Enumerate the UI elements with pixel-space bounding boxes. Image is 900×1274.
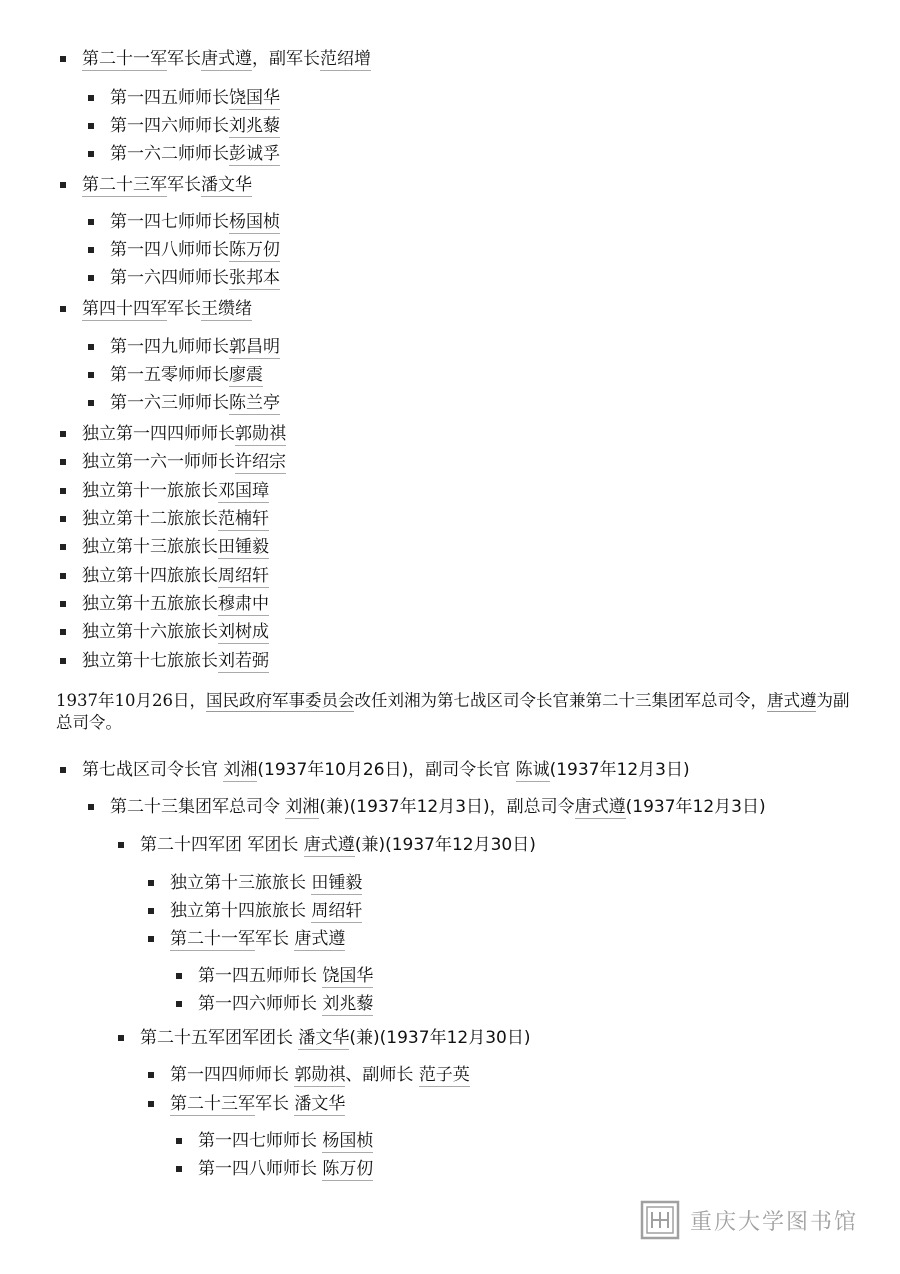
list-item <box>198 965 373 987</box>
library-watermark <box>640 1196 880 1244</box>
list-item <box>110 115 280 137</box>
list-item <box>110 239 280 261</box>
list-item <box>110 211 280 233</box>
wiki-link[interactable]: 陈万仞 <box>322 1159 374 1179</box>
list-item <box>82 650 269 672</box>
wiki-link[interactable]: 陈兰亭 <box>229 393 280 413</box>
item-text: 独立第一六一师师长 <box>82 452 235 472</box>
list-item <box>170 1064 470 1086</box>
item-text: 第一四七师师长 <box>198 1131 323 1151</box>
list-item <box>170 872 362 894</box>
item-text: 第一四九师师长 <box>110 337 229 357</box>
wiki-link[interactable]: 唐式遵 <box>766 691 817 710</box>
item-text: 军长 <box>255 1094 295 1114</box>
wiki-link[interactable]: 郭勋祺 <box>235 424 286 444</box>
item-text: (兼)(1937年12月30日) <box>349 1028 531 1048</box>
wiki-link[interactable]: 潘文华 <box>294 1094 346 1114</box>
item-text: 独立第一四四师师长 <box>82 424 235 444</box>
item-text: 独立第十一旅旅长 <box>82 481 218 501</box>
wiki-link[interactable]: 田锺毅 <box>311 873 363 893</box>
list-item <box>110 392 280 414</box>
item-text: 第一四五师师长 <box>110 88 229 108</box>
list-item <box>140 1027 530 1049</box>
wiki-link[interactable]: 田锺毅 <box>218 537 269 557</box>
list-item <box>198 1130 373 1152</box>
item-text: 第一四六师师长 <box>110 116 229 136</box>
item-text: (兼)(1937年12月3日)，副总司令 <box>319 797 575 817</box>
paragraph-text: 改任刘湘为第七战区司令长官兼第二十三集团军总司令， <box>354 691 767 710</box>
wiki-link[interactable]: 周绍轩 <box>311 901 363 921</box>
wiki-link[interactable]: 刘湘 <box>285 797 320 817</box>
wiki-link[interactable]: 廖震 <box>229 365 263 385</box>
item-text: 、副师长 <box>345 1065 419 1085</box>
list-item <box>170 928 345 950</box>
wiki-link[interactable]: 穆肃中 <box>218 594 269 614</box>
item-text: 独立第十六旅旅长 <box>82 622 218 642</box>
library-name: 重庆大学图书馆 <box>690 1209 859 1235</box>
list-item <box>82 759 690 781</box>
list-item <box>110 364 263 386</box>
wiki-link[interactable]: 潘文华 <box>201 175 252 195</box>
paragraph-text: 为副总司令。 <box>56 691 850 732</box>
item-text: (1937年12月3日) <box>549 760 690 780</box>
item-text: 第一四八师师长 <box>110 240 229 260</box>
item-text: 第二十三集团军总司令 <box>110 797 286 817</box>
list-item <box>198 993 373 1015</box>
item-text: 第二十四军团 军团长 <box>140 835 304 855</box>
item-text: 第一四四师师长 <box>170 1065 295 1085</box>
wiki-link[interactable]: 许绍宗 <box>235 452 286 472</box>
wiki-link[interactable]: 唐式遵 <box>574 797 626 817</box>
list-item <box>82 621 269 643</box>
item-text: 第二十五军团军团长 <box>140 1028 299 1048</box>
list-item <box>110 336 280 358</box>
list-item <box>82 536 269 558</box>
wiki-link[interactable]: 刘若弼 <box>218 651 269 671</box>
wiki-link[interactable]: 陈诚 <box>515 760 550 780</box>
wiki-link[interactable]: 饶国华 <box>322 966 374 986</box>
list-item <box>170 900 362 922</box>
wiki-link[interactable]: 张邦本 <box>229 268 280 288</box>
list-item <box>110 87 280 109</box>
list-item <box>110 143 280 165</box>
wiki-link[interactable]: 周绍轩 <box>218 566 269 586</box>
item-text: 独立第十五旅旅长 <box>82 594 218 614</box>
item-text: 独立第十三旅旅长 <box>170 873 312 893</box>
list-item <box>110 267 280 289</box>
item-text: 独立第十二旅旅长 <box>82 509 218 529</box>
list-item <box>170 1093 345 1115</box>
item-text: 第一六三师师长 <box>110 393 229 413</box>
item-text: 第七战区司令长官 <box>82 760 224 780</box>
reassignment-paragraph <box>56 690 856 734</box>
item-text: 军长 <box>167 49 201 69</box>
item-text: 军长 <box>255 929 295 949</box>
wiki-link[interactable]: 杨国桢 <box>322 1131 374 1151</box>
item-text: 军长 <box>167 175 201 195</box>
item-text: (1937年12月3日) <box>625 797 766 817</box>
item-text: 独立第十四旅旅长 <box>170 901 312 921</box>
wiki-link[interactable]: 饶国华 <box>229 88 280 108</box>
item-text: ，副军长 <box>252 49 320 69</box>
item-text: 第一五零师师长 <box>110 365 229 385</box>
wiki-link[interactable]: 彭诚孚 <box>229 144 280 164</box>
wiki-link[interactable]: 邓国璋 <box>218 481 269 501</box>
wiki-link[interactable]: 王缵绪 <box>201 299 252 319</box>
wiki-link[interactable]: 刘树成 <box>218 622 269 642</box>
wiki-link[interactable]: 第二十一军 <box>170 929 255 949</box>
library-seal-icon <box>640 1200 680 1240</box>
wiki-link[interactable]: 刘兆藜 <box>322 994 374 1014</box>
list-item <box>198 1158 373 1180</box>
wiki-link[interactable]: 唐式遵 <box>201 49 252 69</box>
item-text: 第一四五师师长 <box>198 966 323 986</box>
list-item <box>82 451 286 473</box>
wiki-link[interactable]: 郭勋祺 <box>294 1065 346 1085</box>
list-item <box>140 834 536 856</box>
item-text: 军长 <box>167 299 201 319</box>
wiki-link[interactable]: 唐式遵 <box>303 835 355 855</box>
paragraph-text: 1937年10月26日， <box>56 691 206 710</box>
item-text: 独立第十三旅旅长 <box>82 537 218 557</box>
wiki-link[interactable]: 国民政府军事委员会 <box>205 691 355 710</box>
item-text: 第一四八师师长 <box>198 1159 323 1179</box>
item-text: 第一四七师师长 <box>110 212 229 232</box>
item-text: 第一六二师师长 <box>110 144 229 164</box>
wiki-link[interactable]: 刘湘 <box>223 760 258 780</box>
wiki-link[interactable]: 陈万仞 <box>229 240 280 260</box>
list-item <box>110 796 766 818</box>
list-item <box>82 423 286 445</box>
list-item <box>82 508 269 530</box>
wiki-link[interactable]: 刘兆藜 <box>229 116 280 136</box>
item-text: (兼)(1937年12月30日) <box>354 835 536 855</box>
wiki-link[interactable]: 范楠轩 <box>218 509 269 529</box>
item-text: 独立第十四旅旅长 <box>82 566 218 586</box>
wiki-link[interactable]: 潘文华 <box>298 1028 350 1048</box>
list-item <box>82 298 252 320</box>
wiki-link[interactable]: 郭昌明 <box>229 337 280 357</box>
list-item <box>82 48 371 70</box>
wiki-link[interactable]: 第四十四军 <box>82 299 167 319</box>
wiki-link[interactable]: 唐式遵 <box>294 929 346 949</box>
wiki-link[interactable]: 第二十三军 <box>170 1094 255 1114</box>
wiki-link[interactable]: 范绍增 <box>320 49 371 69</box>
list-item <box>82 593 269 615</box>
list-item <box>82 565 269 587</box>
wiki-link[interactable]: 第二十一军 <box>82 49 167 69</box>
wiki-link[interactable]: 第二十三军 <box>82 175 167 195</box>
item-text: (1937年10月26日)，副司令长官 <box>257 760 516 780</box>
list-item <box>82 174 252 196</box>
wiki-link[interactable]: 范子英 <box>418 1065 470 1085</box>
list-item <box>82 480 269 502</box>
item-text: 第一四六师师长 <box>198 994 323 1014</box>
item-text: 第一六四师师长 <box>110 268 229 288</box>
wiki-link[interactable]: 杨国桢 <box>229 212 280 232</box>
item-text: 独立第十七旅旅长 <box>82 651 218 671</box>
